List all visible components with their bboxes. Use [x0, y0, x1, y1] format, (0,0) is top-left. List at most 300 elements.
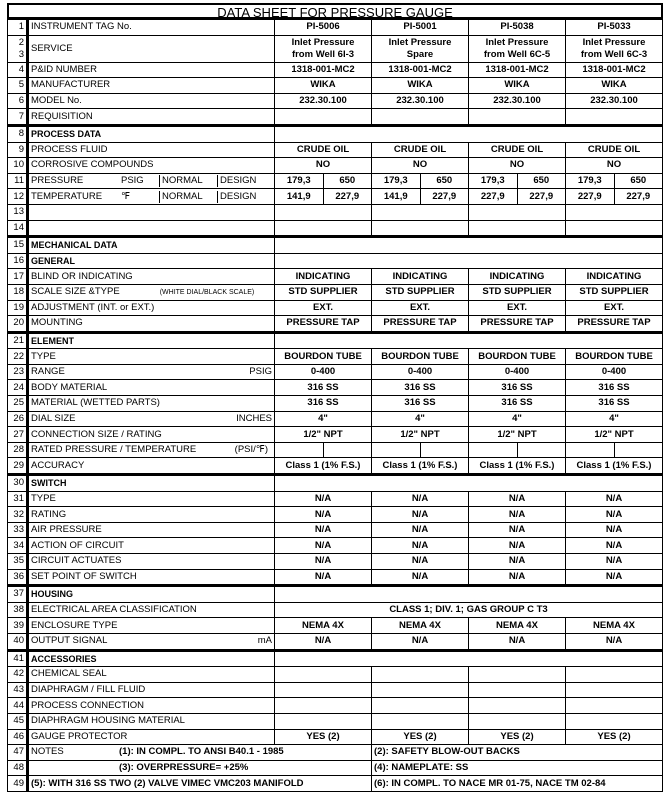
row-number: 16: [8, 253, 28, 269]
row-number: 48: [8, 760, 28, 776]
sheet-row: [8, 284, 663, 300]
na-cell: N/A: [469, 569, 566, 586]
label-body-material: BODY MATERIAL: [28, 380, 275, 396]
row-number: 9: [8, 142, 28, 158]
empty-cell: [275, 667, 372, 683]
row-number: 42: [8, 667, 28, 683]
label-requisition: REQUISITION: [28, 109, 275, 126]
sheet-row: [8, 442, 663, 458]
row-number: 22: [8, 349, 28, 365]
value-cell: YES (2): [469, 729, 566, 745]
na-cell: N/A: [275, 554, 372, 570]
value-cell: 316 SS: [469, 396, 566, 412]
sheet-row: [8, 237, 663, 254]
row-number: 2 3: [8, 35, 28, 62]
sheet-row: [8, 220, 663, 237]
sheet-row: [8, 158, 663, 174]
notes-label: NOTES: [31, 746, 64, 758]
label-area-class: ELECTRICAL AREA CLASSIFICATION: [28, 602, 275, 618]
sheet-row: [8, 633, 663, 650]
na-cell: N/A: [372, 554, 469, 570]
value-cell: NEMA 4X: [275, 618, 372, 634]
value-cell: 0-400: [275, 364, 372, 380]
na-cell: N/A: [566, 507, 663, 523]
section-general: GENERAL: [28, 253, 275, 269]
value-cell: 232.30.100: [566, 93, 663, 109]
temperature-normal: 141,9: [275, 189, 324, 205]
pressure-design: 650: [517, 173, 566, 189]
row-number: 1: [8, 20, 28, 36]
value-cell: 4": [469, 411, 566, 427]
value-cell: CRUDE OIL: [372, 142, 469, 158]
na-cell: N/A: [469, 507, 566, 523]
value-cell: 1318-001-MC2: [372, 62, 469, 78]
na-cell: N/A: [372, 538, 469, 554]
sheet-row: [8, 713, 663, 729]
row-number: 29: [8, 458, 28, 475]
empty-cell: [275, 682, 372, 698]
service-line: from Well 6C-5: [483, 48, 551, 60]
service-line: Spare: [406, 48, 434, 60]
section-process-data: PROCESS DATA: [28, 125, 275, 142]
row-number: 30: [8, 475, 28, 492]
value-cell: YES (2): [566, 729, 663, 745]
area-class-value: CLASS 1; DIV. 1; GAS GROUP C T3: [275, 602, 663, 618]
value-cell: STD SUPPLIER: [469, 284, 566, 300]
value-cell: STD SUPPLIER: [372, 284, 469, 300]
row-number: 12: [8, 189, 28, 205]
notes-row: [8, 776, 663, 792]
empty-cell: [323, 442, 372, 458]
rated-unit: (PSI/℉): [234, 444, 268, 456]
value-cell: 316 SS: [372, 380, 469, 396]
sheet-row: [8, 269, 663, 285]
row-number: 33: [8, 522, 28, 538]
value-cell: PRESSURE TAP: [275, 316, 372, 333]
label-accessory: DIAPHRAGM HOUSING MATERIAL: [28, 713, 275, 729]
value-cell: 4": [372, 411, 469, 427]
value-cell: PRESSURE TAP: [566, 316, 663, 333]
sheet-row: [8, 204, 663, 220]
empty-cell: [566, 204, 663, 220]
service-line: from Well 6C-3: [580, 48, 648, 60]
sheet-row: [8, 491, 663, 507]
row-number: 37: [8, 586, 28, 603]
range-unit: PSIG: [249, 366, 272, 378]
value-cell: EXT.: [275, 300, 372, 316]
label-switch-field: SET POINT OF SWITCH: [28, 569, 275, 586]
design-label: DESIGN: [217, 175, 256, 187]
value-cell: 1318-001-MC2: [469, 62, 566, 78]
pressure-design: 650: [420, 173, 469, 189]
sheet-row: [8, 332, 663, 349]
temperature-label: TEMPERATURE: [31, 190, 103, 202]
temperature-unit: ℉: [121, 190, 131, 202]
sheet-row: [8, 35, 663, 62]
note-3: (3): OVERPRESSURE= +25%: [119, 762, 249, 774]
notes-row: [8, 760, 663, 776]
sheet-row: [8, 78, 663, 94]
label-enclosure: ENCLOSURE TYPE: [28, 618, 275, 634]
na-cell: N/A: [275, 507, 372, 523]
label-switch-field: TYPE: [28, 491, 275, 507]
row-number: 7: [8, 109, 28, 126]
value-cell: WIKA: [469, 78, 566, 94]
sheet-row: [8, 316, 663, 333]
section-fill: [275, 125, 663, 142]
sheet-row: [8, 253, 663, 269]
label-corrosive: CORROSIVE COMPOUNDS: [28, 158, 275, 174]
row-number: 6: [8, 93, 28, 109]
value-cell: NO: [469, 158, 566, 174]
na-cell: N/A: [372, 569, 469, 586]
label-gauge-protector: GAUGE PROTECTOR: [28, 729, 275, 745]
value-cell: 0-400: [469, 364, 566, 380]
tag-cell: PI-5006: [275, 20, 372, 36]
label-manufacturer: MANUFACTURER: [28, 78, 275, 94]
value-cell: 316 SS: [469, 380, 566, 396]
section-fill: [275, 475, 663, 492]
service-line: Inlet Pressure: [582, 36, 646, 48]
row-number: 43: [8, 682, 28, 698]
value-cell: 232.30.100: [275, 93, 372, 109]
na-cell: N/A: [469, 491, 566, 507]
section-housing: HOUSING: [28, 586, 275, 603]
notes-row: [8, 745, 663, 761]
range-label: RANGE: [31, 366, 65, 378]
row-number: 47: [8, 745, 28, 761]
na-cell: N/A: [275, 569, 372, 586]
row-number: 38: [8, 602, 28, 618]
value-cell: BOURDON TUBE: [566, 349, 663, 365]
note-5: (5): WITH 316 SS TWO (2) VALVE VIMEC VMC203 MANIFOLD: [31, 777, 304, 789]
sheet-row: [8, 618, 663, 634]
pressure-normal: 179,3: [275, 173, 324, 189]
label-process-fluid: PROCESS FLUID: [28, 142, 275, 158]
normal-label: NORMAL: [159, 191, 217, 203]
row-number: 44: [8, 698, 28, 714]
label-adjustment: ADJUSTMENT (INT. or EXT.): [28, 300, 275, 316]
value-cell: INDICATING: [372, 269, 469, 285]
row-number: 19: [8, 300, 28, 316]
dial-label: DIAL SIZE: [31, 412, 76, 424]
na-cell: N/A: [275, 538, 372, 554]
section-fill: [275, 332, 663, 349]
label-model: MODEL No.: [28, 93, 275, 109]
row-number: 10: [8, 158, 28, 174]
service-line: Inlet Pressure: [291, 36, 355, 48]
sheet-row: [8, 125, 663, 142]
row-number: 31: [8, 491, 28, 507]
empty-cell: [372, 442, 421, 458]
sheet-row: [8, 62, 663, 78]
sheet-row: [8, 300, 663, 316]
sheet-row: [8, 602, 663, 618]
value-cell: WIKA: [566, 78, 663, 94]
empty-cell: [469, 442, 518, 458]
na-cell: N/A: [372, 522, 469, 538]
value-cell: Class 1 (1% F.S.): [566, 458, 663, 475]
row-number: 45: [8, 713, 28, 729]
value-cell: BOURDON TUBE: [469, 349, 566, 365]
section-fill: [275, 586, 663, 603]
value-cell: EXT.: [469, 300, 566, 316]
sheet-row: [8, 173, 663, 189]
label-wetted-material: MATERIAL (WETTED PARTS): [28, 396, 275, 412]
sheet-row: [8, 667, 663, 683]
service-cell: [566, 35, 663, 62]
sheet-row: [8, 93, 663, 109]
value-cell: 1/2" NPT: [275, 427, 372, 443]
pressure-label: PRESSURE: [31, 175, 84, 187]
label-scale: [28, 284, 275, 300]
empty-cell: [372, 667, 469, 683]
row-number: 13: [8, 204, 28, 220]
value-cell: 1/2" NPT: [372, 427, 469, 443]
sheet-row: [8, 411, 663, 427]
pressure-normal: 179,3: [372, 173, 421, 189]
empty-cell: [566, 682, 663, 698]
output-label: OUTPUT SIGNAL: [31, 635, 108, 647]
value-cell: NEMA 4X: [469, 618, 566, 634]
temperature-design: 227,9: [323, 189, 372, 205]
value-cell: 316 SS: [372, 396, 469, 412]
note-right: (4): NAMEPLATE: SS: [372, 760, 663, 776]
label-connection: CONNECTION SIZE / RATING: [28, 427, 275, 443]
row-number: 41: [8, 650, 28, 667]
row-number: 28: [8, 442, 28, 458]
value-cell: 232.30.100: [372, 93, 469, 109]
empty-cell: [566, 109, 663, 126]
value-cell: WIKA: [275, 78, 372, 94]
value-cell: 1/2" NPT: [469, 427, 566, 443]
value-cell: WIKA: [372, 78, 469, 94]
row-number: 4: [8, 62, 28, 78]
empty-cell: [469, 667, 566, 683]
row-number: 26: [8, 411, 28, 427]
na-cell: N/A: [566, 522, 663, 538]
value-cell: INDICATING: [275, 269, 372, 285]
data-table: [7, 19, 663, 792]
na-cell: N/A: [566, 538, 663, 554]
row-number: 32: [8, 507, 28, 523]
value-cell: EXT.: [566, 300, 663, 316]
section-element: ELEMENT: [28, 332, 275, 349]
section-mechanical-data: MECHANICAL DATA: [28, 237, 275, 254]
label-dial-size: [28, 411, 275, 427]
label-empty: [28, 204, 275, 220]
na-cell: N/A: [469, 633, 566, 650]
sheet-row: [8, 698, 663, 714]
label-pid: P&ID NUMBER: [28, 62, 275, 78]
label-switch-field: ACTION OF CIRCUIT: [28, 538, 275, 554]
data-sheet: [7, 3, 663, 792]
empty-cell: [372, 220, 469, 237]
sheet-row: [8, 522, 663, 538]
sheet-row: [8, 475, 663, 492]
empty-cell: [469, 204, 566, 220]
temperature-normal: 141,9: [372, 189, 421, 205]
value-cell: INDICATING: [566, 269, 663, 285]
label-range: [28, 364, 275, 380]
note-right: (6): IN COMPL. TO NACE MR 01-75, NACE TM 02-84: [372, 776, 663, 792]
sheet-row: [8, 364, 663, 380]
note-left: [28, 760, 372, 776]
service-cell: [275, 35, 372, 62]
note-1: (1): IN COMPL. TO ANSI B40.1 - 1985: [119, 746, 284, 758]
scale-label: SCALE SIZE &TYPE: [31, 285, 120, 297]
row-number: 15: [8, 237, 28, 254]
service-line: from Well 6I-3: [291, 48, 355, 60]
service-cell: [469, 35, 566, 62]
value-cell: 1318-001-MC2: [566, 62, 663, 78]
na-cell: N/A: [275, 522, 372, 538]
label-blind-indicating: BLIND OR INDICATING: [28, 269, 275, 285]
empty-cell: [614, 442, 663, 458]
pressure-normal: 179,3: [566, 173, 615, 189]
sheet-row: [8, 569, 663, 586]
service-cell: [372, 35, 469, 62]
value-cell: EXT.: [372, 300, 469, 316]
temperature-design: 227,9: [614, 189, 663, 205]
empty-cell: [372, 682, 469, 698]
value-cell: CRUDE OIL: [275, 142, 372, 158]
value-cell: NEMA 4X: [372, 618, 469, 634]
output-unit: mA: [257, 635, 272, 647]
value-cell: PRESSURE TAP: [469, 316, 566, 333]
row-number: 27: [8, 427, 28, 443]
sheet-title: DATA SHEET FOR PRESSURE GAUGE: [7, 3, 663, 19]
empty-cell: [372, 204, 469, 220]
row-number: 14: [8, 220, 28, 237]
label-type: TYPE: [28, 349, 275, 365]
note-right: (2): SAFETY BLOW-OUT BACKS: [372, 745, 663, 761]
normal-label: NORMAL: [159, 175, 217, 187]
section-accessories: ACCESSORIES: [28, 650, 275, 667]
label-accessory: CHEMICAL SEAL: [28, 667, 275, 683]
na-cell: N/A: [372, 491, 469, 507]
na-cell: N/A: [566, 491, 663, 507]
value-cell: YES (2): [275, 729, 372, 745]
label-empty: [28, 220, 275, 237]
empty-cell: [469, 698, 566, 714]
label-instrument-tag: INSTRUMENT TAG No.: [28, 20, 275, 36]
design-label: DESIGN: [217, 191, 256, 203]
empty-cell: [372, 713, 469, 729]
temperature-design: 227,9: [420, 189, 469, 205]
empty-cell: [372, 109, 469, 126]
row-number: 5: [8, 78, 28, 94]
service-line: Inlet Pressure: [485, 36, 549, 48]
na-cell: N/A: [469, 522, 566, 538]
na-cell: N/A: [275, 491, 372, 507]
value-cell: Class 1 (1% F.S.): [469, 458, 566, 475]
empty-cell: [275, 713, 372, 729]
value-cell: 4": [275, 411, 372, 427]
rated-label: RATED PRESSURE / TEMPERATURE: [31, 444, 197, 456]
empty-cell: [566, 442, 615, 458]
label-accuracy: ACCURACY: [28, 458, 275, 475]
pressure-design: 650: [323, 173, 372, 189]
section-fill: [275, 237, 663, 254]
value-cell: 1/2" NPT: [566, 427, 663, 443]
scale-note: (WHITE DIAL/BLACK SCALE): [159, 288, 255, 296]
empty-cell: [469, 220, 566, 237]
value-cell: INDICATING: [469, 269, 566, 285]
row-number: 11: [8, 173, 28, 189]
value-cell: 0-400: [372, 364, 469, 380]
row-number: 23: [8, 364, 28, 380]
empty-cell: [275, 109, 372, 126]
na-cell: N/A: [372, 507, 469, 523]
label-switch-field: AIR PRESSURE: [28, 522, 275, 538]
na-cell: N/A: [469, 538, 566, 554]
sheet-row: [8, 189, 663, 205]
section-fill: [275, 253, 663, 269]
empty-cell: [469, 109, 566, 126]
label-mounting: MOUNTING: [28, 316, 275, 333]
row-number: 25: [8, 396, 28, 412]
sheet-row: [8, 142, 663, 158]
sheet-row: [8, 20, 663, 36]
empty-cell: [469, 713, 566, 729]
row-number: 8: [8, 125, 28, 142]
value-cell: PRESSURE TAP: [372, 316, 469, 333]
row-number: 34: [8, 538, 28, 554]
sheet-row: [8, 682, 663, 698]
sheet-row: [8, 554, 663, 570]
row-number: 39: [8, 618, 28, 634]
na-cell: N/A: [275, 633, 372, 650]
label-rated: [28, 442, 275, 458]
na-cell: N/A: [566, 569, 663, 586]
empty-cell: [372, 698, 469, 714]
na-cell: N/A: [469, 554, 566, 570]
empty-cell: [275, 442, 324, 458]
row-number: 24: [8, 380, 28, 396]
value-cell: 232.30.100: [469, 93, 566, 109]
row-number: 49: [8, 776, 28, 792]
value-cell: 316 SS: [275, 396, 372, 412]
sheet-row: [8, 538, 663, 554]
row-number: 46: [8, 729, 28, 745]
sheet-row: [8, 380, 663, 396]
dial-unit: INCHES: [236, 412, 272, 424]
label-service: SERVICE: [28, 35, 275, 62]
row-number: 17: [8, 269, 28, 285]
row-number: 20: [8, 316, 28, 333]
empty-cell: [275, 220, 372, 237]
value-cell: 316 SS: [566, 380, 663, 396]
temperature-normal: 227,9: [566, 189, 615, 205]
row-number: 21: [8, 332, 28, 349]
value-cell: BOURDON TUBE: [275, 349, 372, 365]
tag-cell: PI-5033: [566, 20, 663, 36]
value-cell: 316 SS: [566, 396, 663, 412]
na-cell: N/A: [566, 633, 663, 650]
value-cell: CRUDE OIL: [469, 142, 566, 158]
sheet-row: [8, 507, 663, 523]
empty-cell: [566, 220, 663, 237]
empty-cell: [566, 713, 663, 729]
empty-cell: [517, 442, 566, 458]
value-cell: 4": [566, 411, 663, 427]
label-output-signal: [28, 633, 275, 650]
tag-cell: PI-5038: [469, 20, 566, 36]
label-accessory: PROCESS CONNECTION: [28, 698, 275, 714]
note-left: [28, 776, 372, 792]
row-number: 18: [8, 284, 28, 300]
